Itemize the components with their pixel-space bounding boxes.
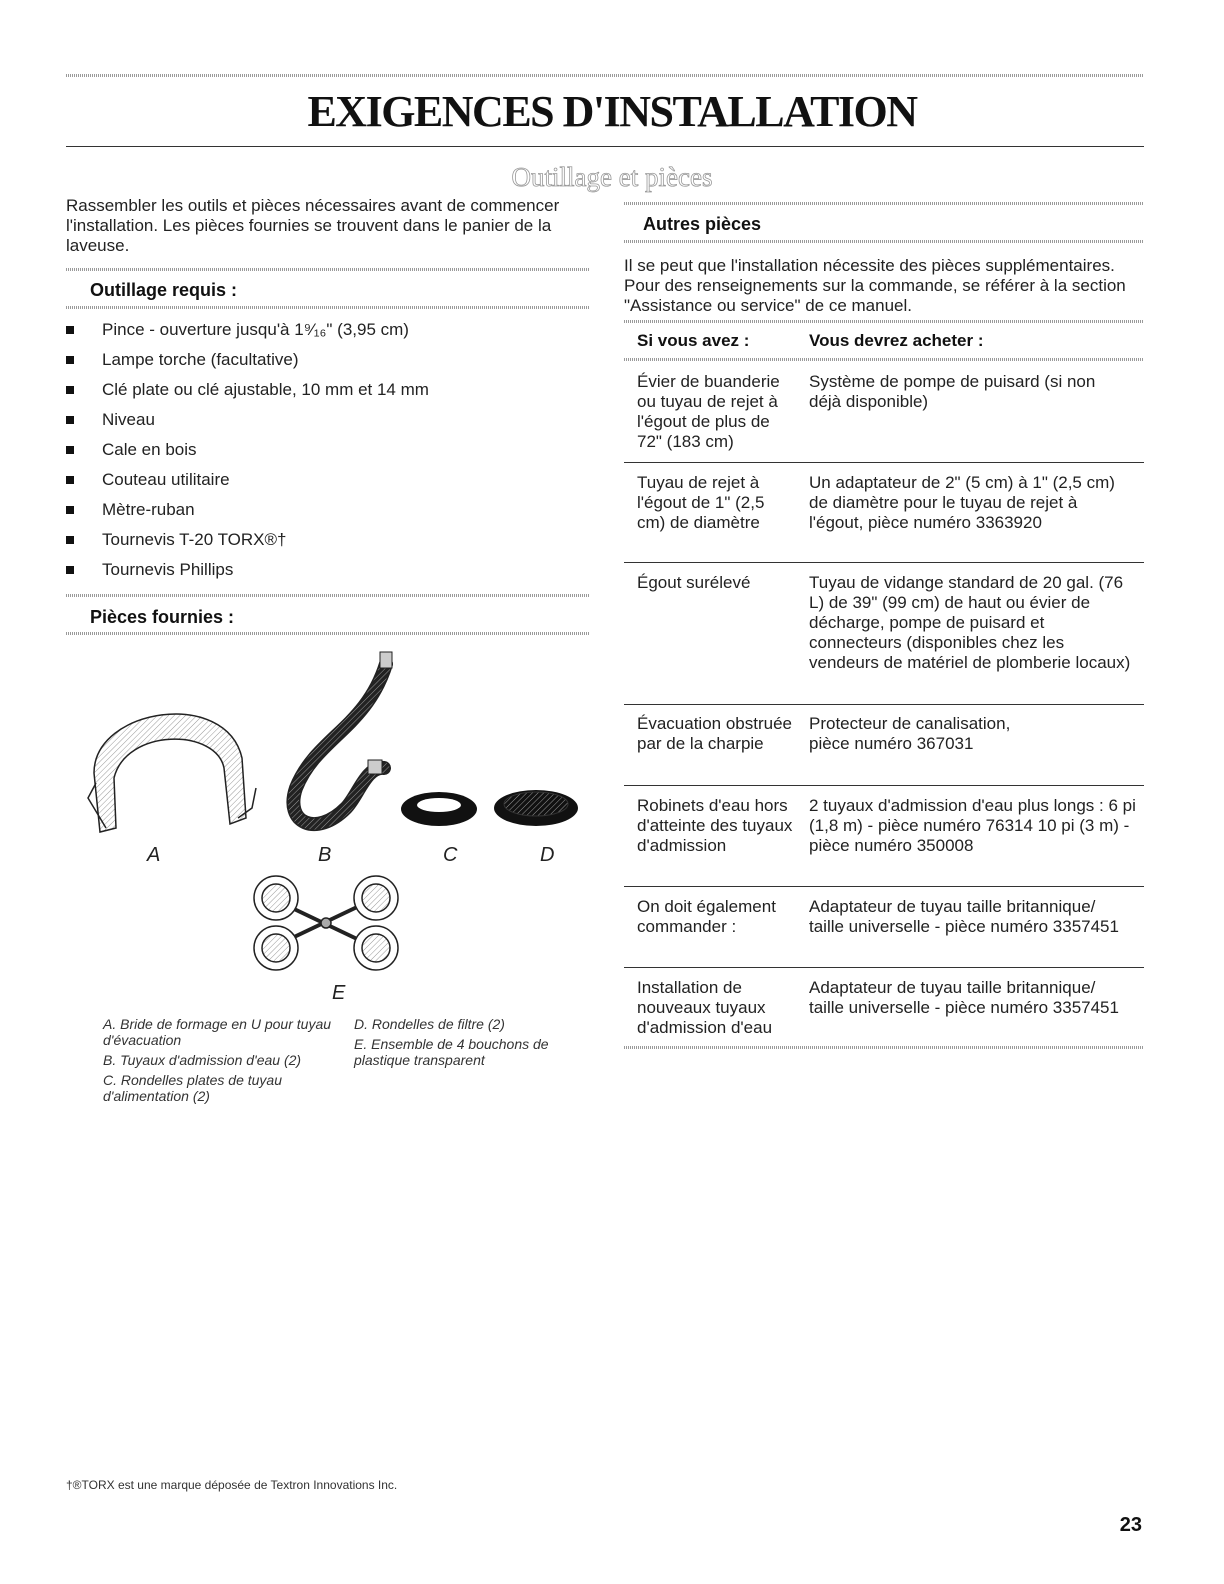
list-item: Tournevis Phillips: [66, 558, 429, 588]
table-cell-have: Tuyau de rejet à l'égout de 1" (2,5 cm) de diamètre: [637, 473, 765, 532]
bullet-icon: [66, 446, 74, 454]
table-top-rule: [624, 320, 1144, 323]
intro-paragraph: Rassembler les outils et pièces nécessaires avant de commencer l'installation. Les pièces fournies se trouvent dans le panier de la laveuse.: [66, 196, 560, 255]
page-number: 23: [1119, 1514, 1142, 1536]
row-divider: [624, 462, 1144, 463]
bullet-icon: [66, 476, 74, 484]
label-c: C: [443, 844, 458, 866]
divider: [624, 202, 1144, 205]
list-item: Mètre-ruban: [66, 498, 429, 528]
bullet-icon: [66, 386, 74, 394]
table-cell-have: Égout surélevé: [637, 573, 751, 592]
table-cell-have: Installation de nouveaux tuyaux d'admission d'eau: [637, 978, 773, 1037]
divider: [66, 268, 590, 271]
list-item: Niveau: [66, 408, 429, 438]
table-cell-have: Évier de buanderie ou tuyau de rejet à l'égout de plus de 72" (183 cm): [637, 372, 780, 451]
caption-a: A. Bride de formage en U pour tuyau d'évacuation: [103, 1016, 332, 1048]
list-item: Couteau utilitaire: [66, 468, 429, 498]
table-cell-have: Robinets d'eau hors d'atteinte des tuyaux d'admission: [637, 796, 793, 855]
caption-d: D. Rondelles de filtre (2): [354, 1016, 505, 1032]
other-parts-intro: Il se peut que l'installation nécessite des pièces supplémentaires. Pour des renseignements sur la commande, se référer à la section "Assistance ou service" de ce manuel.: [624, 256, 1126, 315]
table-header-have: Si vous avez :: [637, 331, 750, 350]
table-cell-buy: 2 tuyaux d'admission d'eau plus longs : 6 pi (1,8 m) - pièce numéro 76314 10 pi (3 m) - pièce numéro 350008: [809, 796, 1136, 855]
bullet-icon: [66, 326, 74, 334]
tools-required-heading: Outillage requis :: [90, 280, 238, 300]
list-item: Lampe torche (facultative): [66, 348, 429, 378]
list-item: Tournevis T-20 TORX®†: [66, 528, 429, 558]
label-b: B: [318, 844, 332, 866]
top-dotted-rule: [66, 74, 1144, 77]
list-item: Cale en bois: [66, 438, 429, 468]
divider: [66, 632, 590, 635]
list-item: Clé plate ou clé ajustable, 10 mm et 14 mm: [66, 378, 429, 408]
row-divider: [624, 886, 1144, 887]
table-cell-buy: Protecteur de canalisation, pièce numéro 367031: [809, 714, 1011, 753]
label-d: D: [540, 844, 555, 866]
list-item: Pince - ouverture jusqu'à 1⁹⁄₁₆" (3,95 cm): [66, 318, 429, 348]
label-a: A: [147, 844, 161, 866]
inlet-hose-image: [293, 652, 392, 824]
table-cell-have: Évacuation obstruée par de la charpie: [637, 714, 792, 753]
label-e: E: [332, 982, 346, 1004]
row-divider: [624, 967, 1144, 968]
section-subtitle: Outillage et pièces: [511, 162, 713, 192]
filter-washer-image: [494, 790, 578, 826]
bullet-icon: [66, 566, 74, 574]
parts-supplied-heading: Pièces fournies :: [90, 607, 235, 627]
parts-illustration: [66, 648, 596, 1008]
drain-hose-form-image: [88, 714, 256, 832]
bullet-icon: [66, 506, 74, 514]
footnote: †®TORX est une marque déposée de Textron Innovations Inc.: [66, 1478, 398, 1492]
divider: [66, 594, 590, 597]
caption-c: C. Rondelles plates de tuyau d'alimentation (2): [103, 1072, 282, 1104]
bullet-icon: [66, 536, 74, 544]
table-cell-buy: Tuyau de vidange standard de 20 gal. (76 L) de 39" (99 cm) de haut ou évier de décharge, pompe de puisard et connecteurs (disponibles chez les vendeurs de matériel de plomberie locaux): [809, 573, 1131, 672]
tools-list: [66, 318, 429, 588]
table-cell-buy: Un adaptateur de 2" (5 cm) à 1" (2,5 cm) de diamètre pour le tuyau de rejet à l'égout, pièce numéro 3363920: [809, 473, 1115, 532]
title-underline: [66, 146, 1144, 147]
table-cell-buy: Système de pompe de puisard (si non déjà disponible): [809, 372, 1096, 411]
page-title: EXIGENCES D'INSTALLATION: [307, 87, 917, 136]
table-cell-buy: Adaptateur de tuyau taille britannique/ taille universelle - pièce numéro 3357451: [809, 897, 1119, 936]
bullet-icon: [66, 356, 74, 364]
row-divider: [624, 562, 1144, 563]
caption-e: E. Ensemble de 4 bouchons de plastique transparent: [354, 1036, 549, 1068]
table-header-rule: [624, 358, 1144, 361]
other-parts-heading: Autres pièces: [643, 214, 762, 234]
bullet-icon: [66, 416, 74, 424]
caps-set-image: [254, 876, 398, 970]
divider: [66, 306, 590, 309]
row-divider: [624, 785, 1144, 786]
caption-b: B. Tuyaux d'admission d'eau (2): [103, 1052, 302, 1068]
divider: [624, 240, 1144, 243]
table-bottom-rule: [624, 1046, 1144, 1049]
flat-washer-image: [401, 792, 477, 826]
table-header-buy: Vous devrez acheter :: [809, 331, 984, 350]
table-cell-buy: Adaptateur de tuyau taille britannique/ taille universelle - pièce numéro 3357451: [809, 978, 1119, 1017]
table-cell-have: On doit également commander :: [637, 897, 776, 936]
row-divider: [624, 704, 1144, 705]
